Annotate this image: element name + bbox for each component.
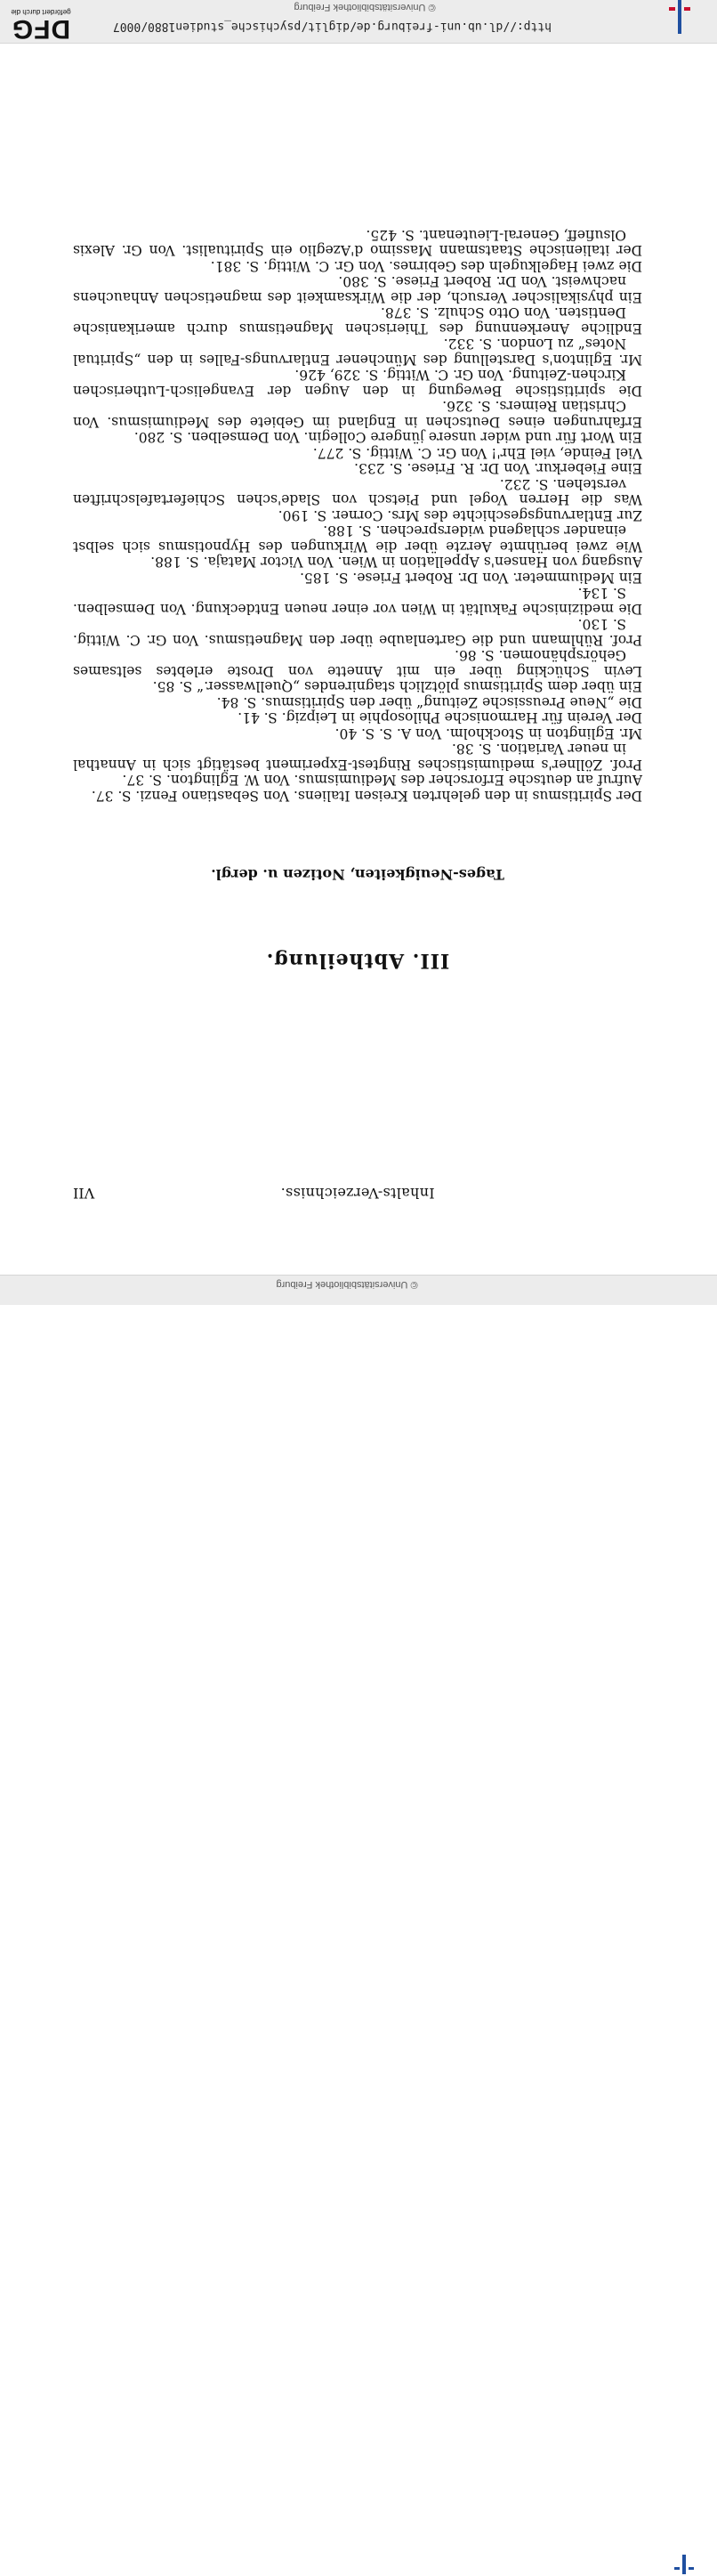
toc-entry: Ein Mediummeter. Von Dr. Robert Friese. S. 185. [300,570,642,586]
toc-entry: Prof. Rühlmann und die Gartenlaube über den Magnetismus. Von Gr. C. Wittig. S. 130. [73,616,642,648]
toc-entry: Wie zwei berühmte Aerzte über die Wirkungen des Hypnotismus sich selbst einander schlagend widersprechen. S. 188. [73,522,642,555]
toc-entry: Erfahrungen eines Deutschen in England im Gebiete des Mediumismus. Von Christian Reimers. S. 326. [73,398,642,430]
toc-entry: Ein über dem Spiritismus plötzlich stagnirendes „Quellwasser.“ S. 85. [152,678,642,695]
toc-list [73,227,642,804]
toc-entry: Ein Wort für und wider unsere jüngere Collegin. Von Demselben. S. 280. [133,429,642,446]
page-url[interactable]: http://dl.ub.uni-freiburg.de/diglit/psychische_studien1880/0007 [112,20,552,33]
toc-entry: Mr. Eglinton's Darstellung des Münchener Entlarvungs-Falles in den „Spiritual Notes“ zu London. S. 332. [73,336,642,368]
copyright-notice: © Universitätsbibliothek Freiburg [294,2,436,12]
toc-entry: Mr. Eglington in Stockholm. Von A. S. S. 40. [334,725,642,741]
toc-entry: Levin Schücking über ein mit Annette von Droste erlebtes seltsames Gehörsphänomen. S. 86. [73,647,642,679]
toc-entry: Die spiritistische Bewegung in den Augen der Evangelisch-Lutherischen Kirchen-Zeitung. Von Gr. C. Wittig. S. 329, 426. [73,367,642,399]
toc-entry: Der Verein für Harmonische Philosophie in Leipzig. S. 41. [238,709,642,726]
toc-entry: Endliche Anerkennung des Thierischen Magnetismus durch amerikanische Dentisten. Von Otto Schulz. S. 378. [73,304,642,336]
toc-entry: Die „Neue Preussische Zeitung“ über den Spiritismus. S. 84. [216,694,642,710]
scanned-page [0,43,717,1275]
dfg-logo [0,2,82,44]
toc-entry: Die zwei Hagelkugeln des Gebirnes. Von Gr. C. Wittig. S. 381. [210,258,642,274]
toc-entry: Was die Herren Vogel und Pietsch von Slade'schen Schiefertafelschriften verstehen. S. 232. [73,476,642,508]
viewer-top-bar [0,0,717,44]
page-number: VII [73,1185,95,1202]
ub-freiburg-logo-icon [665,0,692,36]
toc-entry: Viel Feinde, viel Ehr'! Von Gr. C. Wittig. S. 277. [312,445,642,461]
dfg-caption: gefördert durch die [11,8,71,16]
section-title: III. Abtheilung. [265,949,450,972]
ub-freiburg-logo-icon [672,2555,697,2576]
toc-entry: Aufruf an deutsche Erforscher des Mediumismus. Von W. Eglington. S. 37. [122,772,642,789]
toc-entry: Ein physikalischer Versuch, der die Wirksamkeit des magnetischen Anhauchens nachweist. Von Dr. Robert Friese. S. 380. [73,273,642,305]
toc-entry: Ausgang von Hansen's Appellation in Wien. Von Victor Mataja. S. 188. [150,554,642,571]
toc-entry: Zur Entlarvungsgeschichte des Mrs. Corner. S. 190. [278,507,642,523]
bottom-copyright: © Universitätsbibliothek Freiburg [276,1279,418,1290]
toc-entry: Der italienische Staatsmann Massimo d'Azeglio ein Spiritualist. Von Gr. Alexis Olsufieff, General-Lieutenant. S. 425. [73,227,642,259]
dfg-logo-text: DFG [11,14,71,44]
viewer-bottom-bar [0,1275,717,1305]
toc-entry: Prof. Zöllner's mediumistisches Ringtest-Experiment bestätigt sich in Annathal in neuer Variation. S. 38. [73,741,642,773]
toc-entry: Die medizinische Fakultät in Wien vor einer neuen Entdeckung. Von Demselben. S. 134. [73,585,642,617]
toc-entry: Der Spiritismus in den gelehrten Kreisen Italiens. Von Sebastiano Fenzi. S. 37. [91,788,642,804]
running-head-title: Inhalts-Verzeichniss. [280,1185,435,1202]
subsection-title: Tages-Neuigkeiten, Notizen u. dergl. [211,866,504,883]
toc-entry: Eine Fieberkur. Von Dr. R. Friese. S. 233. [354,460,642,477]
